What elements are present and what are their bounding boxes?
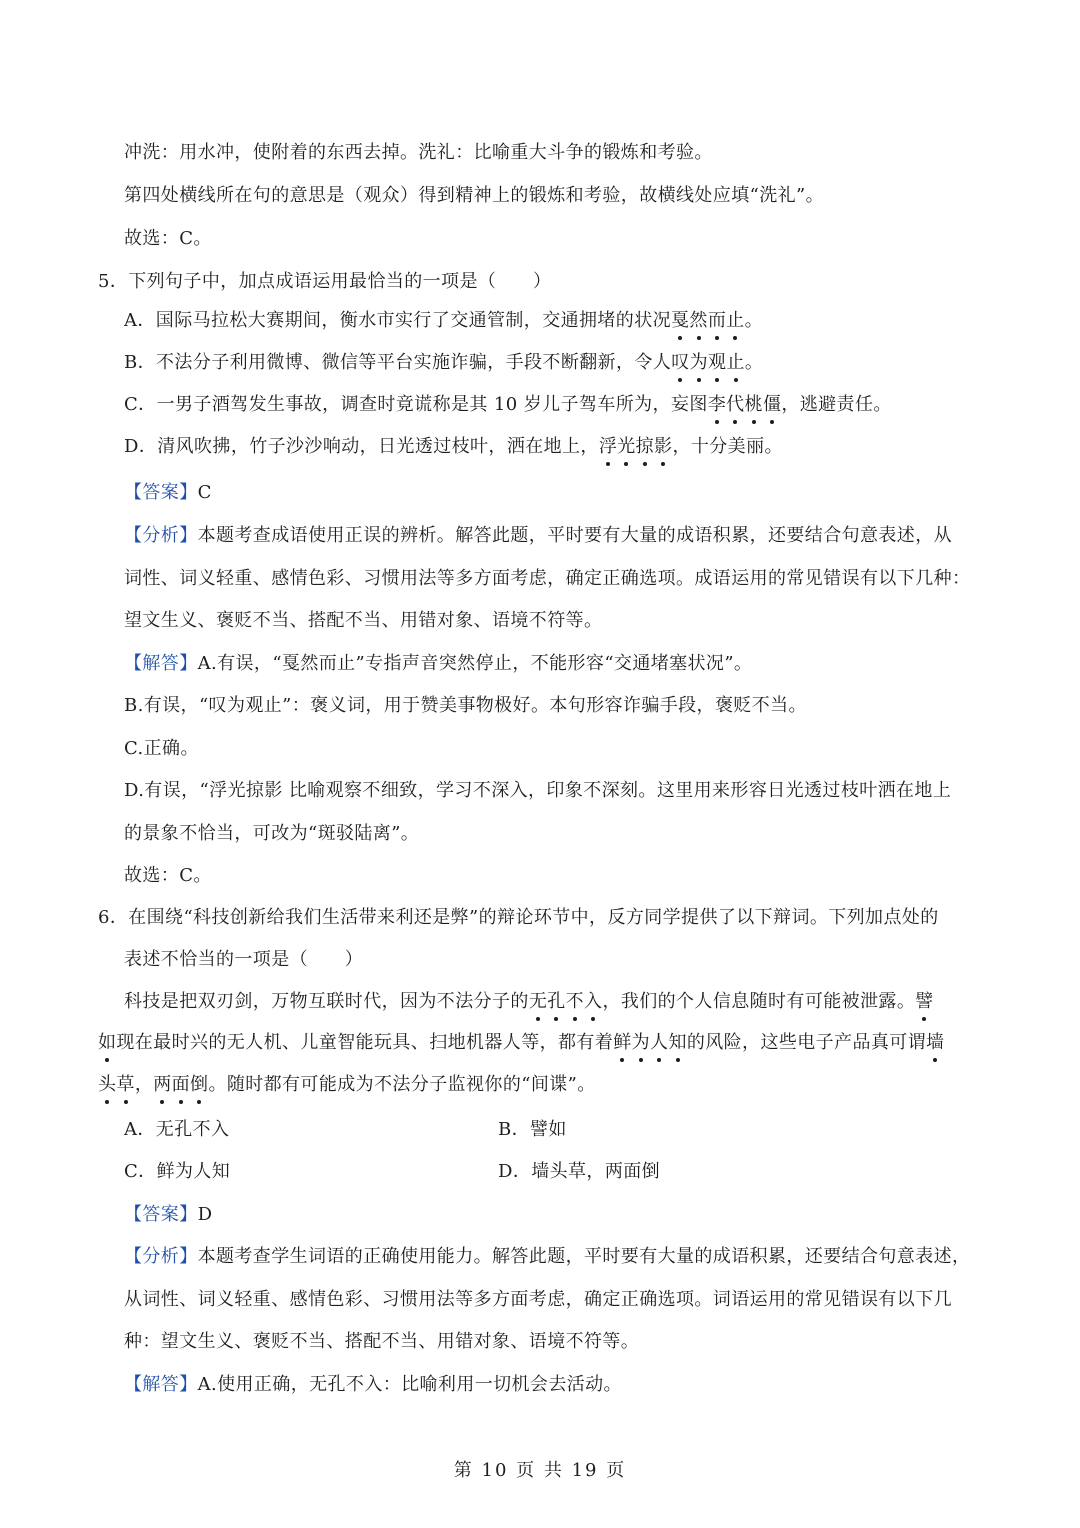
emphasis-dot-char: 掠	[635, 436, 655, 457]
q5-solution-line-4: D.有误，“浮光掠影 比喻观察不细致，学习不深入，印象不深刻。这里用来形容日光透过枝叶洒在地上	[124, 780, 952, 801]
q6-analysis-line-1: 【分析】本题考查学生词语的正确使用能力。解答此题，平时要有大量的成语积累，还要结合句意表述，	[124, 1246, 971, 1267]
answer-tag: 【答案】	[124, 1204, 198, 1225]
q5-choice: 故选：C。	[124, 865, 212, 886]
emphasis-dot-char: 戛	[671, 310, 690, 331]
emphasis-dot-char: 止	[726, 352, 745, 373]
q4-choice: 故选：C。	[124, 228, 212, 249]
q5-analysis-line-2: 词性、词义轻重、感情色彩、习惯用法等多方面考虑，确定正确选项。成语运用的常见错误有以下几种：	[124, 568, 971, 589]
emphasis-dot-char: 譬	[915, 991, 934, 1012]
dotted-idiom	[671, 310, 745, 331]
q5-solution-line-1: 【解答】A.有误，“戛然而止”专指声音突然停止，不能形容“交通堵塞状况”。	[124, 653, 753, 674]
q5-option-c: C．一男子酒驾发生事故，调查时竟谎称是其 10 岁儿子驾车所为，妄图李代桃僵，逃避责任。	[124, 394, 892, 415]
dotted-word	[529, 991, 603, 1012]
q6-passage-line-1: 科技是把双刃剑，万物互联时代，因为不法分子的无孔不入，我们的个人信息随时有可能被泄露。譬	[124, 991, 934, 1012]
emphasis-dot-char: 倒	[190, 1074, 209, 1095]
emphasis-dot-char: 无	[528, 991, 548, 1012]
emphasis-dot-char: 桃	[744, 394, 763, 415]
q6-stem-line-2: 表述不恰当的一项是（ ）	[124, 949, 364, 970]
q5-option-d: D．清风吹拂，竹子沙沙响动，日光透过枝叶，洒在地上，浮光掠影，十分美丽。	[124, 436, 783, 457]
emphasis-dot-char: 然	[689, 310, 708, 331]
emphasis-dot-char: 知	[668, 1032, 687, 1053]
q6-passage-line-2: 如现在最时兴的无人机、儿童智能玩具、扫地机器人等，都有着鲜为人知的风险，这些电子产品真可谓墙	[98, 1032, 945, 1053]
emphasis-dot-char: 不	[565, 991, 585, 1012]
q6-analysis-line-3: 种：望文生义、褒贬不当、搭配不当、用错对象、语境不符等。	[124, 1331, 640, 1352]
emphasis-dot-char: 两	[153, 1074, 172, 1095]
q6-answer: 【答案】D	[124, 1204, 213, 1225]
emphasis-dot-char: 观	[708, 352, 727, 373]
dotted-idiom	[708, 394, 782, 415]
analysis-tag: 【分析】	[124, 1246, 198, 1267]
emphasis-dot-char: 为	[631, 1032, 651, 1053]
dotted-word	[98, 1074, 208, 1095]
q5-option-b: B．不法分子利用微博、微信等平台实施诈骗，手段不断翻新，令人叹为观止。	[124, 352, 764, 373]
q5-analysis-line-3: 望文生义、褒贬不当、搭配不当、用错对象、语境不符等。	[124, 610, 603, 631]
q4-explanation: 第四处横线所在句的意思是（观众）得到精神上的锻炼和考验，故横线处应填“洗礼”。	[124, 185, 825, 206]
q5-solution-line-3: C.正确。	[124, 738, 199, 759]
q6-option-b: B．譬如	[498, 1119, 567, 1140]
emphasis-dot-char: 入	[584, 991, 603, 1012]
solution-tag: 【解答】	[124, 653, 198, 674]
q5-solution-line-2: B.有误，“叹为观止”：褒义词，用于赞美事物极好。本句形容诈骗手段，褒贬不当。	[124, 695, 807, 716]
q6-option-a: A．无孔不入	[124, 1119, 230, 1140]
answer-tag: 【答案】	[124, 482, 198, 503]
emphasis-dot-char: 影	[654, 436, 673, 457]
q5-stem: 5．下列句子中，加点成语运用最恰当的一项是（ ）	[98, 271, 552, 292]
q6-stem-line-1: 6．在围绕“科技创新给我们生活带来利还是弊”的辩论环节中，反方同学提供了以下辩词。下列加点处的	[98, 907, 939, 928]
solution-tag: 【解答】	[124, 1374, 198, 1395]
q6-option-d: D．墙头草，两面倒	[498, 1161, 661, 1182]
emphasis-dot-char: 如	[98, 1032, 117, 1053]
q4-definition: 冲洗：用水冲，使附着的东西去掉。洗礼：比喻重大斗争的锻炼和考验。	[124, 142, 713, 163]
q5-option-a: A．国际马拉松大赛期间，衡水市实行了交通管制，交通拥堵的状况戛然而止。	[124, 310, 764, 331]
emphasis-dot-char: 墙	[926, 1032, 945, 1053]
emphasis-dot-char: 草	[116, 1074, 135, 1095]
dotted-word	[915, 991, 933, 1012]
q5-solution-line-5: 的景象不恰当，可改为“斑驳陆离”。	[124, 823, 420, 844]
emphasis-dot-char: 代	[726, 394, 745, 415]
dotted-idiom	[671, 352, 745, 373]
dotted-word	[98, 1032, 116, 1053]
page-number: 第 10 页 共 19 页	[453, 1460, 627, 1481]
q5-analysis-line-1: 【分析】本题考查成语使用正误的辨析。解答此题，平时要有大量的成语积累，还要结合句意表述，从	[124, 525, 953, 546]
dotted-idiom	[599, 436, 673, 457]
punctuation-char: ，	[134, 1074, 154, 1095]
emphasis-dot-char: 为	[689, 352, 709, 373]
emphasis-dot-char: 叹	[671, 352, 690, 373]
q6-passage-line-3: 头草，两面倒。随时都有可能成为不法分子监视你的“间谍”。	[98, 1074, 596, 1095]
q6-option-c: C．鲜为人知	[124, 1161, 231, 1182]
emphasis-dot-char: 光	[617, 436, 636, 457]
emphasis-dot-char: 僵	[762, 394, 782, 415]
dotted-word	[926, 1032, 944, 1053]
emphasis-dot-char: 人	[650, 1032, 669, 1053]
emphasis-dot-char: 李	[707, 394, 727, 415]
dotted-word	[613, 1032, 687, 1053]
emphasis-dot-char: 浮	[598, 436, 618, 457]
emphasis-dot-char: 头	[98, 1074, 117, 1095]
emphasis-dot-char: 止	[726, 310, 745, 331]
q6-analysis-line-2: 从词性、词义轻重、感情色彩、习惯用法等多方面考虑，确定正确选项。词语运用的常见错误有以下几	[124, 1289, 952, 1310]
emphasis-dot-char: 而	[707, 310, 727, 331]
emphasis-dot-char: 面	[171, 1074, 191, 1095]
q6-solution-line-1: 【解答】A.使用正确，无孔不入：比喻利用一切机会去活动。	[124, 1374, 622, 1395]
q5-answer: 【答案】C	[124, 482, 212, 503]
emphasis-dot-char: 鲜	[613, 1032, 632, 1053]
emphasis-dot-char: 孔	[547, 991, 566, 1012]
analysis-tag: 【分析】	[124, 525, 198, 546]
